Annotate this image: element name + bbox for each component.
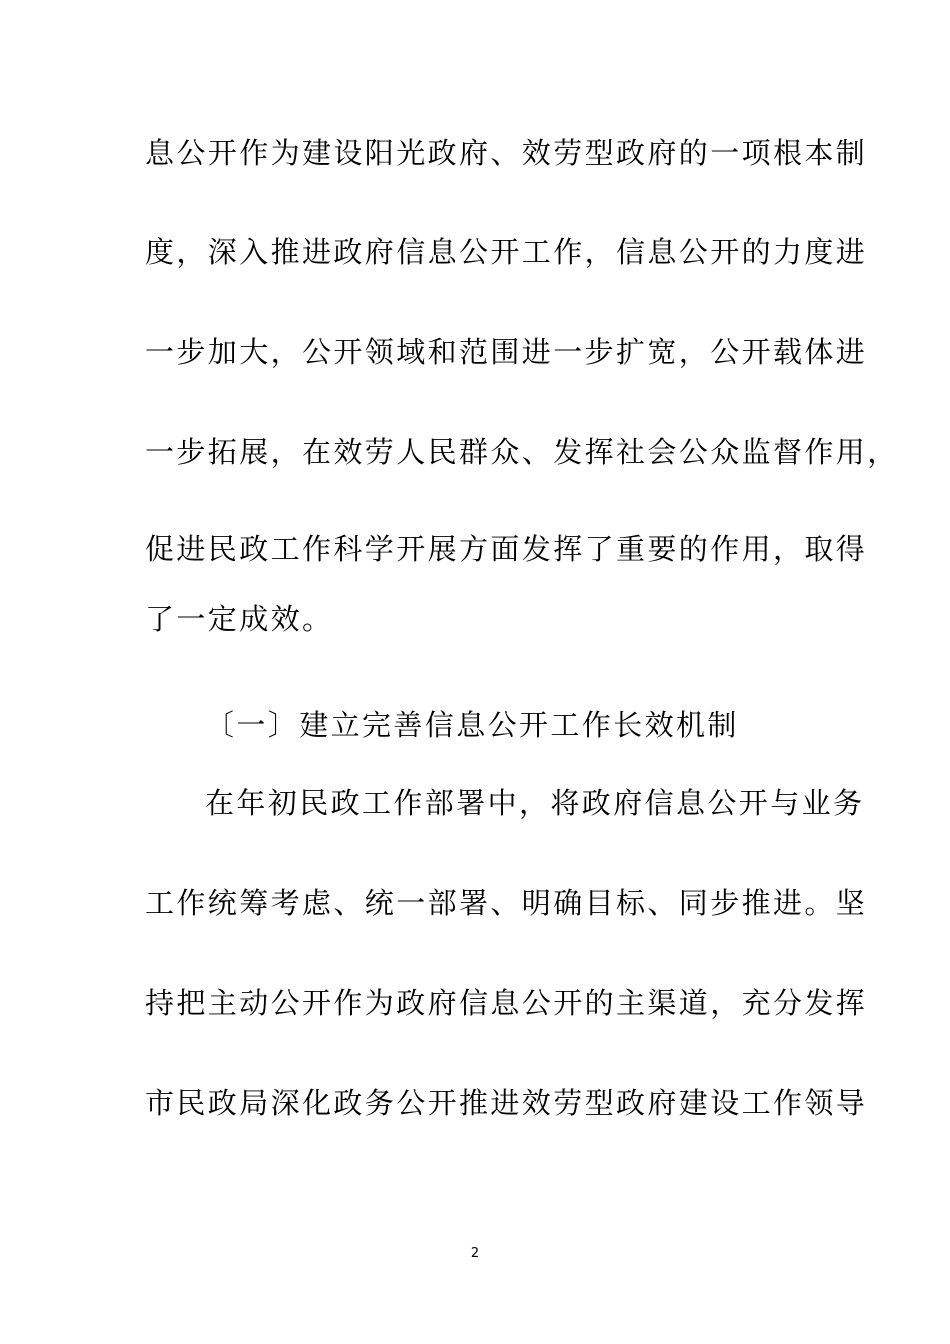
body-text-line: 促进民政工作科学开展方面发挥了重要的作用，取得 <box>145 532 868 566</box>
body-text-line: 持把主动公开作为政府信息公开的主渠道，充分发挥 <box>145 986 868 1020</box>
body-text-line: 市民政局深化政务公开推进效劳型政府建设工作领导 <box>145 1086 868 1120</box>
body-text-line: 了一定成效。 <box>145 602 334 636</box>
body-text-line: 在年初民政工作部署中，将政府信息公开与业务 <box>205 786 865 820</box>
body-text-line: 一步加大，公开领域和范围进一步扩宽，公开载体进 <box>145 335 868 369</box>
body-text-line: 工作统筹考虑、统一部署、明确目标、同步推进。坚 <box>145 886 868 920</box>
body-text-line: 度，深入推进政府信息公开工作，信息公开的力度进 <box>145 235 868 269</box>
section-heading: 〔一〕建立完善信息公开工作长效机制 <box>205 708 739 742</box>
page-number: 2 <box>470 1246 480 1261</box>
body-text-line: 一步拓展，在效劳人民群众、发挥社会公众监督作用， <box>145 435 899 469</box>
body-text-line: 息公开作为建设阳光政府、效劳型政府的一项根本制 <box>145 136 868 170</box>
